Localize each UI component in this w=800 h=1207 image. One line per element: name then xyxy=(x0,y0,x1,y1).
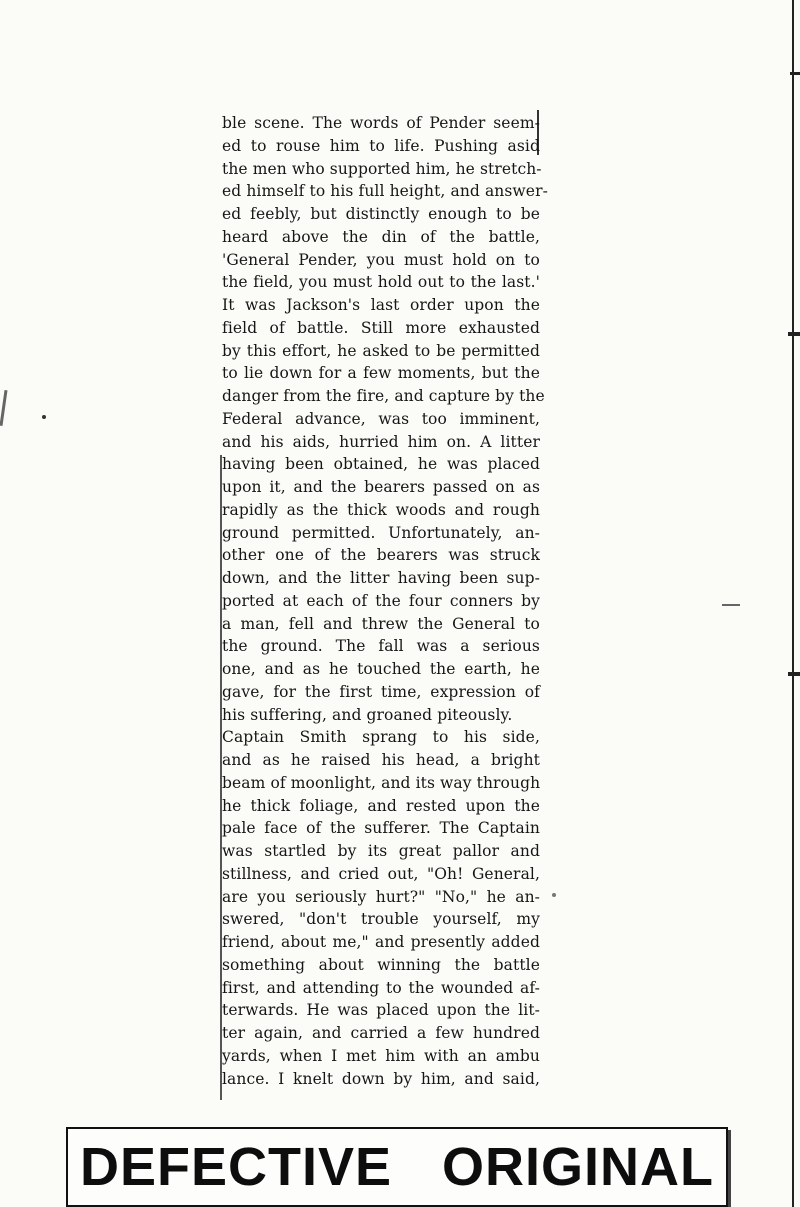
text-line: other one of the bearers was struck xyxy=(222,546,540,565)
text-line: upon it, and the bearers passed on as xyxy=(222,478,540,496)
text-line: ed himself to his full height, and answer- xyxy=(222,182,548,201)
text-line: ble scene. The words of Pender seem- xyxy=(222,114,540,132)
text-line: It was Jackson's last order upon the xyxy=(222,296,540,314)
text-line: are you seriously hurt?" "No," he an- xyxy=(222,887,540,906)
text-line: field of battle. Still more exhausted xyxy=(222,318,540,337)
stray-dot-right xyxy=(552,893,556,897)
text-line: he thick foliage, and rested upon the xyxy=(222,796,540,815)
text-line: one, and as he touched the earth, he xyxy=(222,660,540,678)
text-line: something about winning the battle xyxy=(222,955,540,974)
text-line: lance. I knelt down by him, and said, xyxy=(222,1069,540,1088)
right-page-border xyxy=(792,0,794,1207)
text-line: and his aids, hurried him on. A litter xyxy=(222,432,540,451)
text-line: was startled by its great pallor and xyxy=(222,842,540,860)
text-line: ed to rouse him to life. Pushing asid xyxy=(222,136,540,155)
text-line: and as he raised his head, a bright xyxy=(222,751,540,769)
text-line: 'General Pender, you must hold on to xyxy=(222,250,540,269)
text-line: the ground. The fall was a serious xyxy=(222,637,540,656)
text-line: ed feebly, but distinctly enough to be xyxy=(222,205,540,223)
right-edge-tick-3 xyxy=(722,604,740,606)
text-line: gave, for the first time, expression of xyxy=(222,682,540,701)
text-line: his suffering, and groaned piteously. xyxy=(222,705,513,724)
text-line: by this effort, he asked to be permitted xyxy=(222,341,540,360)
text-line: first, and attending to the wounded af- xyxy=(222,978,540,997)
text-line: Captain Smith sprang to his side, xyxy=(222,728,540,747)
text-line: pale face of the sufferer. The Captain xyxy=(222,819,540,838)
right-edge-tick-1 xyxy=(790,72,800,75)
text-line: the men who supported him, he stretch- xyxy=(222,159,542,178)
text-line: having been obtained, he was placed xyxy=(222,455,540,474)
text-line: a man, fell and threw the General to xyxy=(222,614,540,633)
text-line: terwards. He was placed upon the lit- xyxy=(222,1001,540,1020)
text-line: danger from the fire, and capture by the xyxy=(222,387,545,405)
text-line: Federal advance, was too imminent, xyxy=(222,409,540,428)
text-line: beam of moonlight, and its way through xyxy=(222,773,541,792)
text-line: rapidly as the thick woods and rough xyxy=(222,500,540,519)
stray-dot xyxy=(42,415,46,419)
article-text-column xyxy=(222,112,548,1090)
text-line: to lie down for a few moments, but the xyxy=(222,364,540,383)
text-line: heard above the din of the battle, xyxy=(222,227,540,246)
stamp-text: DEFECTIVE ORIGINAL xyxy=(79,1137,715,1197)
right-edge-tick-2 xyxy=(788,332,800,336)
left-edge-mark xyxy=(0,390,7,426)
text-line: the field, you must hold out to the last.' xyxy=(222,273,540,292)
text-line: yards, when I met him with an ambu xyxy=(222,1046,540,1065)
defective-original-stamp xyxy=(66,1127,728,1207)
text-line: stillness, and cried out, "Oh! General, xyxy=(222,864,540,883)
text-line: swered, "don't trouble yourself, my xyxy=(222,910,540,929)
text-line: friend, about me," and presently added xyxy=(222,933,540,951)
text-line: ported at each of the four conners by xyxy=(222,591,540,610)
text-line: ground permitted. Unfortunately, an- xyxy=(222,523,540,542)
text-line: down, and the litter having been sup- xyxy=(222,569,540,587)
text-line: ter again, and carried a few hundred xyxy=(222,1024,540,1042)
right-edge-tick-4 xyxy=(788,672,800,676)
